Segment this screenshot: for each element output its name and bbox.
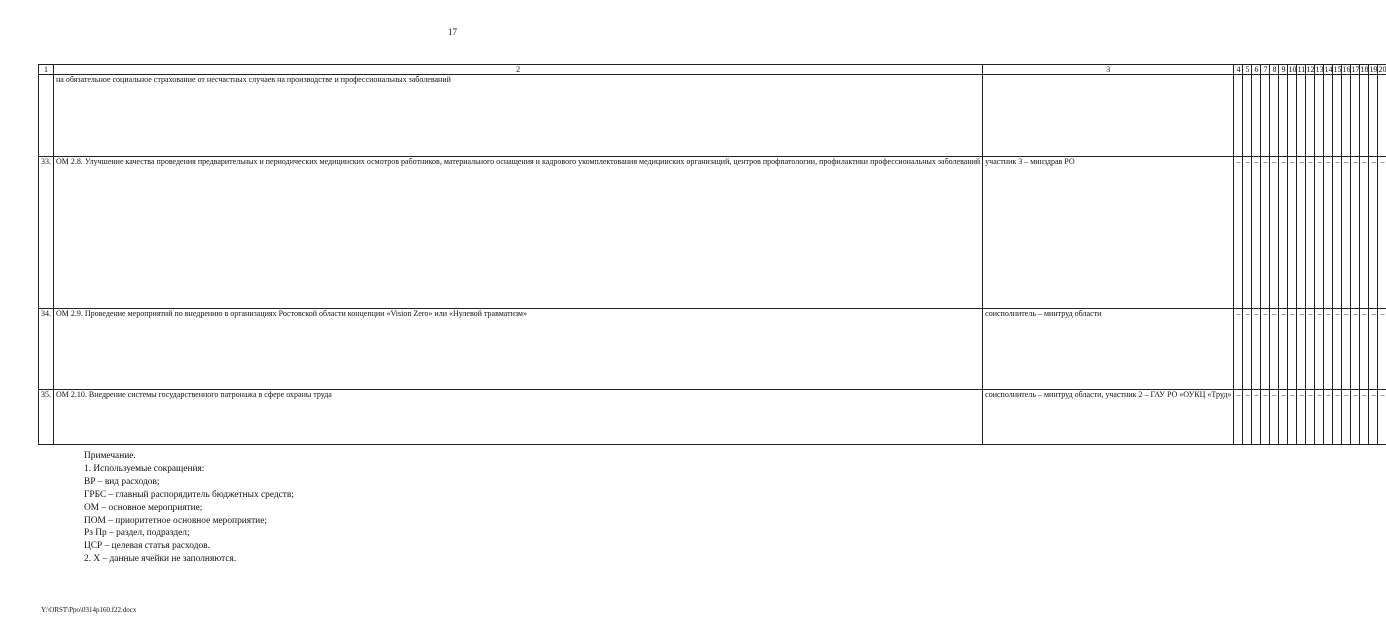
value-cell: – — [1333, 157, 1342, 309]
value-cell — [1234, 75, 1243, 157]
value-cell: – — [1306, 309, 1315, 390]
budget-table — [38, 64, 1386, 445]
notes-line: ВР – вид расходов; — [84, 476, 160, 487]
value-cell: – — [1252, 390, 1261, 445]
column-header: 1 — [39, 65, 54, 75]
value-cell: – — [1369, 390, 1378, 445]
column-header: 11 — [1297, 65, 1306, 74]
value-cell: – — [1315, 390, 1324, 445]
value-cell: – — [1378, 309, 1386, 390]
responsible-executor: соисполнитель – минтруд области, участник 2 – ГАУ РО «ОУКЦ «Труд» — [983, 390, 1234, 445]
value-cell: – — [1324, 309, 1333, 390]
column-header: 20 — [1378, 65, 1386, 74]
table-row — [39, 157, 1386, 309]
value-cell — [1315, 75, 1324, 157]
notes-title: Примечание. — [84, 451, 136, 461]
value-cell: – — [1234, 390, 1243, 445]
value-cell: – — [1369, 157, 1378, 309]
value-cell: – — [1324, 157, 1333, 309]
value-cell — [1243, 75, 1252, 157]
value-cell: – — [1261, 390, 1270, 445]
column-header: 14 — [1324, 65, 1333, 74]
value-cell — [1261, 75, 1270, 157]
value-cell: – — [1369, 309, 1378, 390]
activity-name: ОМ 2.10. Внедрение системы государственного патронажа в сфере охраны труда — [54, 390, 983, 445]
table-header-row — [39, 65, 1386, 75]
column-header: 16 — [1342, 65, 1351, 74]
value-cell: – — [1342, 390, 1351, 445]
column-header: 18 — [1360, 65, 1369, 74]
value-cell: – — [1270, 390, 1279, 445]
value-cell: – — [1315, 157, 1324, 309]
activity-name: ОМ 2.9. Проведение мероприятий по внедрению в организациях Ростовской области концепции «Vision Zero» или «Нулевой травматизм» — [54, 309, 983, 390]
value-cell: – — [1261, 157, 1270, 309]
column-header: 9 — [1279, 65, 1288, 75]
value-cell — [1351, 75, 1360, 157]
value-cell: – — [1342, 309, 1351, 390]
responsible-executor: участник 3 – минздрав РО — [983, 157, 1234, 309]
value-cell: – — [1297, 309, 1306, 390]
value-cell: – — [1243, 157, 1252, 309]
activity-name: на обязательное социальное страхование от несчастных случаев на производстве и профессиональных заболеваний — [54, 75, 983, 157]
value-cell: – — [1378, 390, 1386, 445]
value-cell — [1252, 75, 1261, 157]
value-cell: – — [1279, 390, 1288, 445]
column-header: 3 — [983, 65, 1234, 75]
value-cell: – — [1351, 157, 1360, 309]
value-cell — [1378, 75, 1386, 157]
notes-line: ЦСР – целевая статья расходов. — [84, 541, 210, 552]
value-cell: – — [1360, 390, 1369, 445]
activity-name: ОМ 2.8. Улучшение качества проведения предварительных и периодических медицинских осмотров работников, материального оснащения и кадрового укомплектования медицинских организаций, центров профпатологии, профилактики профессиональных заболеваний — [54, 157, 983, 309]
value-cell — [1360, 75, 1369, 157]
row-number — [39, 75, 54, 157]
notes-line: Рз Пр – раздел, подраздел; — [84, 528, 190, 539]
value-cell: – — [1261, 309, 1270, 390]
value-cell: – — [1270, 157, 1279, 309]
table-row — [39, 309, 1386, 390]
value-cell: – — [1306, 157, 1315, 309]
table-row — [39, 390, 1386, 445]
notes-line: 2. Х – данные ячейки не заполняются. — [84, 554, 237, 565]
value-cell: – — [1270, 309, 1279, 390]
value-cell: – — [1360, 157, 1369, 309]
row-number: 35. — [39, 390, 54, 445]
column-header: 10 — [1288, 65, 1297, 74]
value-cell — [1270, 75, 1279, 157]
value-cell: – — [1243, 309, 1252, 390]
value-cell: – — [1342, 157, 1351, 309]
value-cell: – — [1378, 157, 1386, 309]
value-cell: – — [1252, 157, 1261, 309]
value-cell: – — [1297, 157, 1306, 309]
column-header: 19 — [1369, 65, 1378, 74]
value-cell — [1342, 75, 1351, 157]
value-cell — [1288, 75, 1297, 157]
value-cell: – — [1243, 390, 1252, 445]
value-cell: – — [1279, 157, 1288, 309]
column-header: 5 — [1243, 65, 1252, 75]
file-path-footer: Y:\ORST\Ppo\0314p160.f22.docx — [41, 606, 137, 614]
value-cell: – — [1288, 390, 1297, 445]
value-cell: – — [1333, 309, 1342, 390]
column-header: 6 — [1252, 65, 1261, 75]
value-cell: – — [1234, 157, 1243, 309]
responsible-executor: соисполнитель – минтруд области — [983, 309, 1234, 390]
row-number: 34. — [39, 309, 54, 390]
value-cell: – — [1234, 309, 1243, 390]
column-header: 12 — [1306, 65, 1315, 74]
column-header: 7 — [1261, 65, 1270, 75]
value-cell: – — [1333, 390, 1342, 445]
responsible-executor — [983, 75, 1234, 157]
value-cell: – — [1360, 309, 1369, 390]
notes-line: 1. Используемые сокращения: — [84, 463, 205, 474]
value-cell: – — [1288, 309, 1297, 390]
value-cell: – — [1297, 390, 1306, 445]
column-header: 15 — [1333, 65, 1342, 74]
column-header: 13 — [1315, 65, 1324, 74]
notes-line: ОМ – основное мероприятие; — [84, 502, 203, 513]
column-header: 4 — [1234, 65, 1243, 75]
value-cell — [1306, 75, 1315, 157]
value-cell: – — [1288, 157, 1297, 309]
notes-block — [84, 450, 294, 566]
value-cell — [1279, 75, 1288, 157]
column-header: 17 — [1351, 65, 1360, 74]
page-number: 17 — [448, 27, 457, 37]
value-cell — [1369, 75, 1378, 157]
notes-line: ГРБС – главный распорядитель бюджетных средств; — [84, 489, 294, 500]
table-row — [39, 75, 1386, 157]
column-header: 8 — [1270, 65, 1279, 75]
column-header: 2 — [54, 65, 983, 75]
value-cell — [1324, 75, 1333, 157]
value-cell: – — [1252, 309, 1261, 390]
value-cell: – — [1351, 390, 1360, 445]
row-number: 33. — [39, 157, 54, 309]
value-cell — [1333, 75, 1342, 157]
value-cell: – — [1351, 309, 1360, 390]
value-cell: – — [1315, 309, 1324, 390]
value-cell: – — [1324, 390, 1333, 445]
notes-line: ПОМ – приоритетное основное мероприятие; — [84, 515, 267, 526]
value-cell: – — [1279, 309, 1288, 390]
value-cell — [1297, 75, 1306, 157]
value-cell: – — [1306, 390, 1315, 445]
